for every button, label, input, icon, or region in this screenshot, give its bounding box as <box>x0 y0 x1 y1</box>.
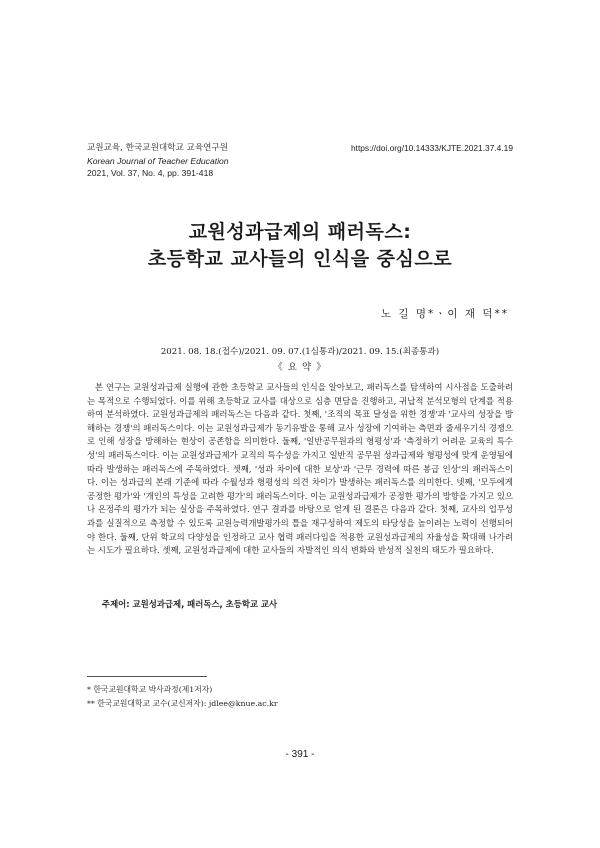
footnote-corresponding-author: ** 한국교원대학교 교수(교신저자): jdlee@knue.ac.kr <box>87 699 278 708</box>
abstract-body <box>87 381 513 558</box>
abstract-text: 본 연구는 교원성과급제 실행에 관한 초등학교 교사들의 인식을 알아보고, 패러독스를 탐색하여 시사점을 도출하려는 목적으로 수행되었다. 이를 위해 초등학교 교사를 대상으로 심층 면담을 진행하고, 귀납적 분석모형의 단계를 적용하여 분석하였다. 교원성과급제의 패러독스는 다음과 같다. 첫째, '조직의 목표 달성을 위한 경쟁'과 '교사의 성장을 방해하는 경쟁'의 패러독스이다. 이는 교원성과급제가 동기유발을 통해 교사 성장에 기여하는 측면과 줄세우기식 경쟁으로 인해 성장을 방해하는 현상이 공존함을 의미한다. 둘째, '일반공무원과의 형평성'과 '측정하기 어려운 교육의 특수성'의 패러독스이다. 이는 교원성과급제가 교직의 특수성을 가지고 일반직 공무원 성과급제와 형평성에 맞게 운영됨에 따라 발생하는 패러독스에 주목하였다. 셋째, '성과 차이에 대한 보상'과 '근무 경력에 따른 봉급 인상'의 패러독스이다. 이는 성과급의 본래 기준에 따라 수월성과 형평성의 의견 차이가 발생하는 패러독스를 의미한다. 넷째, '모두에게 공정한 평가'와 '개인의 특성을 고려한 평가'의 패러독스이다. 이는 교원성과급제가 공정한 평가의 방향을 가지고 있으나 온정주의 평가가 되는 실상을 주목하였다. 연구 결과를 바탕으로 얻게 된 결론은 다음과 같다. 첫째, 교사의 업무성과를 실질적으로 측정할 수 있도록 교원능력개발평가의 틀을 재구성하여 제도의 타당성을 높이려는 노력이 선행되어야 한다. 둘째, 단위 학교의 다양성을 인정하고 교사 협력 패러다임을 적용한 교원성과급제의 자율성을 확대해 나가려는 시도가 필요하다. 셋째, 교원성과급제에 대한 교사들의 자발적인 의식 변화와 반성적 실천의 태도가 필요하다. <box>87 382 513 556</box>
title-line-1: 교원성과급제의 패러독스: <box>188 221 412 243</box>
abstract-heading: 《 요 약 》 <box>273 362 327 373</box>
doi-link[interactable]: https://doi.org/10.14333/KJTE.2021.37.4.19 <box>350 143 513 153</box>
title-line-2: 초등학교 교사들의 인식을 중심으로 <box>147 248 453 270</box>
volume-info: 2021, Vol. 37, No. 4, pp. 391-418 <box>87 168 214 178</box>
authors: 노 길 명*ㆍ이 재 덕** <box>380 308 509 320</box>
keywords-values: 교원성과급제, 패러독스, 초등학교 교사 <box>132 599 278 609</box>
footnote-divider <box>87 676 207 677</box>
journal-header <box>87 142 347 180</box>
institution-line: 교원교육, 한국교원대학교 교육연구원 <box>87 143 229 153</box>
page-number: - 391 - <box>285 749 315 760</box>
journal-name: Korean Journal of Teacher Education <box>87 155 229 166</box>
keywords-label: 주제어: <box>102 599 130 609</box>
footnote-first-author: * 한국교원대학교 박사과정(제1저자) <box>87 685 213 694</box>
keywords <box>102 598 277 610</box>
submission-dates: 2021. 08. 18.(접수)/2021. 09. 07.(1심통과)/2021. 09. 15.(최종통과) <box>160 347 440 357</box>
